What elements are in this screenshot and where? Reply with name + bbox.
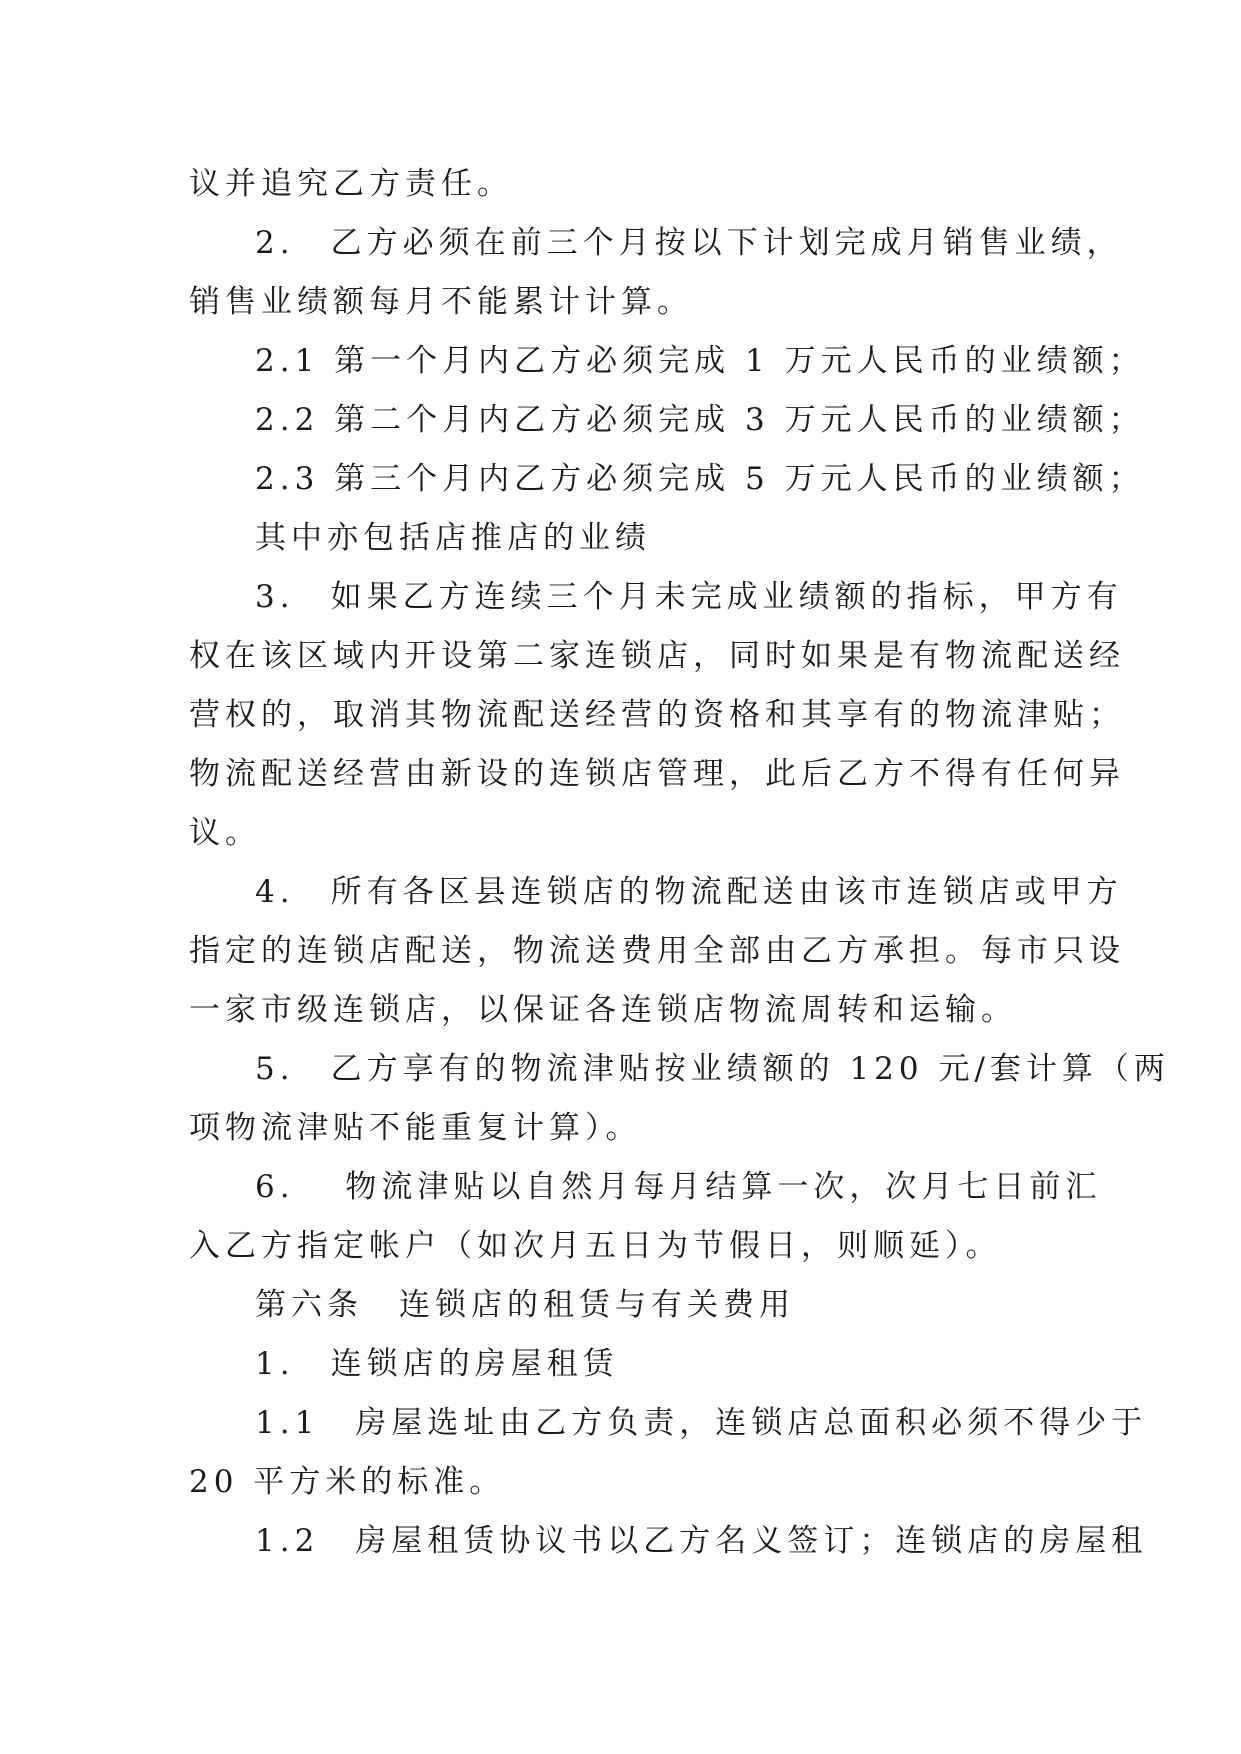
text-line: 1. 连锁店的房屋租赁: [255, 1346, 619, 1382]
text-line: 入乙方指定帐户（如次月五日为节假日，则顺延）。: [189, 1228, 1002, 1264]
text-line: 2.3 第三个月内乙方必须完成 5 万元人民币的业绩额；: [255, 461, 1145, 497]
text-line: 项物流津贴不能重复计算）。: [189, 1110, 642, 1146]
text-line: 1.2 房屋租赁协议书以乙方名义签订；连锁店的房屋租: [255, 1523, 1148, 1559]
text-line: 2.2 第二个月内乙方必须完成 3 万元人民币的业绩额；: [255, 402, 1145, 438]
text-line: 5. 乙方享有的物流津贴按业绩额的 120 元/套计算（两: [255, 1051, 1170, 1087]
text-line: 其中亦包括店推店的业绩: [255, 520, 651, 556]
text-line: 指定的连锁店配送，物流送费用全部由乙方承担。每市只设: [189, 933, 1125, 969]
text-line: 一家市级连锁店，以保证各连锁店物流周转和运输。: [189, 992, 1017, 1028]
text-line: 6. 物流津贴以自然月每月结算一次，次月七日前汇: [255, 1169, 1102, 1205]
text-line: 20 平方米的标准。: [189, 1464, 506, 1500]
text-line: 4. 所有各区县连锁店的物流配送由该市连锁店或甲方: [255, 874, 1123, 910]
text-line: 议并追究乙方责任。: [189, 166, 513, 202]
text-line: 权在该区域内开设第二家连锁店，同时如果是有物流配送经: [189, 638, 1125, 674]
text-line: 1.1 房屋选址由乙方负责，连锁店总面积必须不得少于: [255, 1405, 1148, 1441]
section-heading: 第六条 连锁店的租赁与有关费用: [255, 1287, 795, 1323]
text-line: 3. 如果乙方连续三个月未完成业绩额的指标，甲方有: [255, 579, 1123, 615]
text-line: 议。: [189, 815, 261, 851]
text-line: 2. 乙方必须在前三个月按以下计划完成月销售业绩，: [255, 225, 1123, 261]
text-line: 物流配送经营由新设的连锁店管理，此后乙方不得有任何异: [189, 756, 1125, 792]
text-line: 营权的，取消其物流配送经营的资格和其享有的物流津贴；: [189, 697, 1125, 733]
text-line: 2.1 第一个月内乙方必须完成 1 万元人民币的业绩额；: [255, 343, 1145, 379]
text-line: 销售业绩额每月不能累计计算。: [189, 284, 693, 320]
